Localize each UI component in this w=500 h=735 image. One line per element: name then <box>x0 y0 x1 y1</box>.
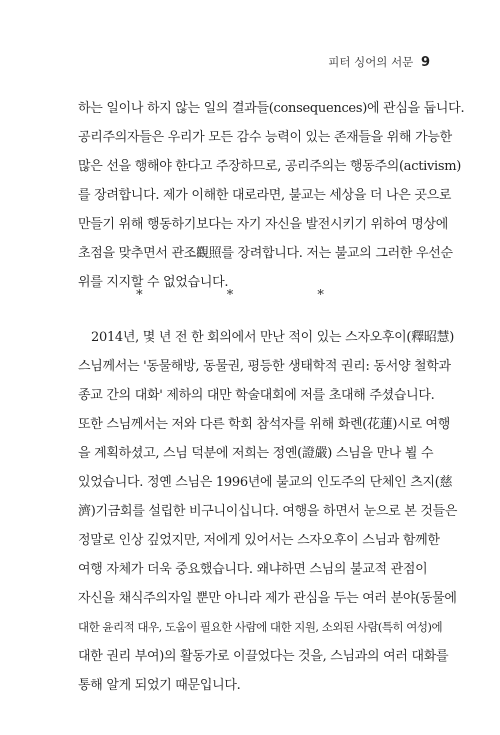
text-line: 대한 권리 부여)의 활동가로 이끌었다는 것을, 스님과의 여러 대화를 <box>78 649 449 664</box>
text-line: 을 계획하셨고, 스님 덕분에 저희는 정옌(證嚴) 스님을 만나 뵐 수 <box>78 446 434 461</box>
text-line: 위를 지지할 수 없었습니다. <box>78 275 229 290</box>
paragraph-1 <box>78 94 465 297</box>
text-line: 여행 자체가 더욱 중요했습니다. 왜냐하면 스님의 불교적 관점이 <box>78 562 428 577</box>
paragraph-2 <box>78 323 458 700</box>
text-line: 초점을 맞추면서 관조觀照를 장려합니다. 저는 불교의 그러한 우선순 <box>78 246 453 261</box>
text-line: 를 장려합니다. 제가 이해한 대로라면, 불교는 세상을 더 나은 곳으로 <box>78 188 452 203</box>
text-line: 정말로 인상 깊었지만, 저에게 있어서는 스자오후이 스님과 함께한 <box>78 533 440 548</box>
text-line: 만들기 위해 행동하기보다는 자기 자신을 발전시키기 위하여 명상에 <box>78 217 449 232</box>
section-separator: * * * <box>136 288 364 303</box>
text-line: 2014년, 몇 년 전 한 회의에서 만난 적이 있는 스자오후이(釋昭慧) <box>91 330 455 345</box>
text-line: 통해 알게 되었기 때문입니다. <box>78 678 241 693</box>
text-line: 또한 스님께서는 저와 다른 학회 참석자를 위해 화롄(花蓮)시로 여행 <box>78 417 451 432</box>
page-number: 9 <box>420 55 430 70</box>
text-line: 濟)기금회를 설립한 비구니이십니다. 여행을 하면서 눈으로 본 것들은 <box>78 504 458 519</box>
running-head <box>328 54 430 70</box>
text-line: 스님께서는 '동물해방, 동물권, 평등한 생태학적 권리: 동서양 철학과 <box>78 359 451 374</box>
running-head-title: 피터 싱어의 서문 <box>328 55 414 69</box>
text-line: 대한 윤리적 대우, 도움이 필요한 사람에 대한 지원, 소외된 사람(특히 여성)에 <box>78 620 443 634</box>
text-line: 종교 간의 대화' 제하의 대만 학술대회에 저를 초대해 주셨습니다. <box>78 388 435 403</box>
text-line: 자신을 채식주의자일 뿐만 아니라 제가 관심을 두는 여러 분야(동물에 <box>78 591 457 606</box>
text-line: 있었습니다. 정옌 스님은 1996년에 불교의 인도주의 단체인 츠지(慈 <box>78 475 453 490</box>
text-line: 공리주의자들은 우리가 모든 감수 능력이 있는 존재들을 위해 가능한 <box>78 130 452 145</box>
text-line: 많은 선을 행해야 한다고 주장하므로, 공리주의는 행동주의(activism) <box>78 159 462 174</box>
text-line: 하는 일이나 하지 않는 일의 결과들(consequences)에 관심을 둡니다. <box>78 101 465 116</box>
